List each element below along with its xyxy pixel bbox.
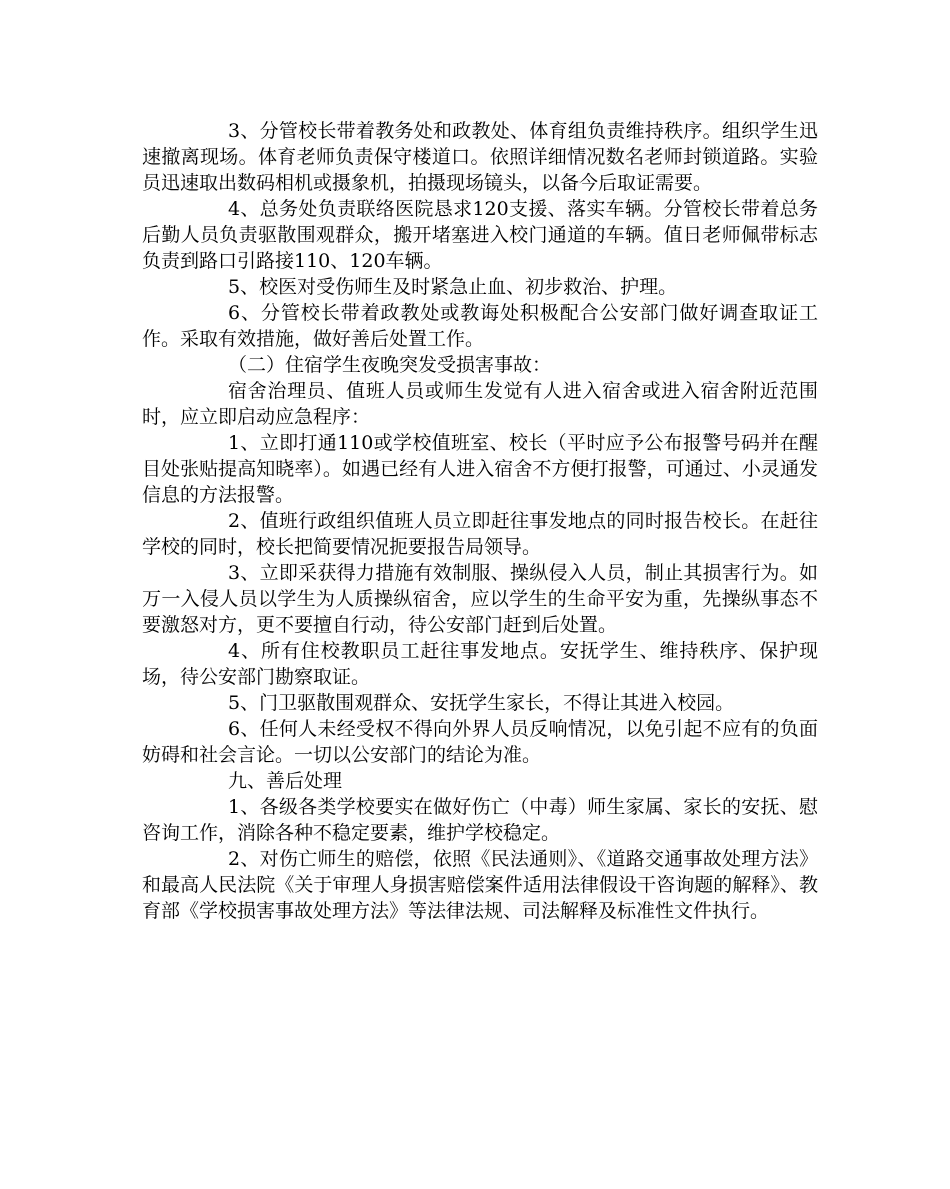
paragraph: 1、立即打通110或学校值班室、校长（平时应予公布报警号码并在醒目处张贴提高知晓率）。如遇已经有人进入宿舍不方便打报警，可通过、小灵通发信息的方法报警。 [142,432,818,506]
section-heading: 九、善后处理 [228,770,343,792]
paragraph: 6、分管校长带着政教处或教诲处积极配合公安部门做好调查取证工作。采取有效措施，做好善后处置工作。 [142,302,818,350]
document-page [142,118,818,924]
paragraph: 3、分管校长带着教务处和政教处、体育组负责维持秩序。组织学生迅速撤离现场。体育老师负责保守楼道口。依照详细情况数名老师封锁道路。实验员迅速取出数码相机或摄象机，拍摄现场镜头，以备今后取证需要。 [142,120,818,194]
paragraph: 2、值班行政组织值班人员立即赶往事发地点的同时报告校长。在赶往学校的同时，校长把简要情况扼要报告局领导。 [142,510,818,558]
paragraph: 2、对伤亡师生的赔偿，依照《民法通则》、《道路交通事故处理方法》和最高人民法院《关于审理人身损害赔偿案件适用法律假设干咨询题的解释》、教育部《学校损害事故处理方法》等法律法规、司法解释及标准性文件执行。 [142,848,818,922]
paragraph: 6、任何人未经受权不得向外界人员反响情况，以免引起不应有的负面妨碍和社会言论。一切以公安部门的结论为准。 [142,718,818,766]
paragraph: 4、所有住校教职员工赶往事发地点。安抚学生、维持秩序、保护现场，待公安部门勘察取证。 [142,640,818,688]
paragraph: 4、总务处负责联络医院恳求120支援、落实车辆。分管校长带着总务后勤人员负责驱散围观群众，搬开堵塞进入校门通道的车辆。值日老师佩带标志负责到路口引路接110、120车辆。 [142,198,818,272]
paragraph: 1、各级各类学校要实在做好伤亡（中毒）师生家属、家长的安抚、慰咨询工作，消除各种不稳定要素，维护学校稳定。 [142,796,818,844]
paragraph: 宿舍治理员、值班人员或师生发觉有人进入宿舍或进入宿舍附近范围时，应立即启动应急程序： [142,380,818,428]
paragraph: 5、门卫驱散围观群众、安抚学生家长，不得让其进入校园。 [228,692,735,714]
paragraph: 3、立即采获得力措施有效制服、操纵侵入人员，制止其损害行为。如万一入侵人员以学生为人质操纵宿舍，应以学生的生命平安为重，先操纵事态不要激怒对方，更不要擅自行动，待公安部门赶到后处置。 [142,562,818,636]
section-heading: （二）住宿学生夜晚突发受损害事故： [228,354,552,376]
paragraph: 5、校医对受伤师生及时紧急止血、初步救治、护理。 [228,276,678,298]
